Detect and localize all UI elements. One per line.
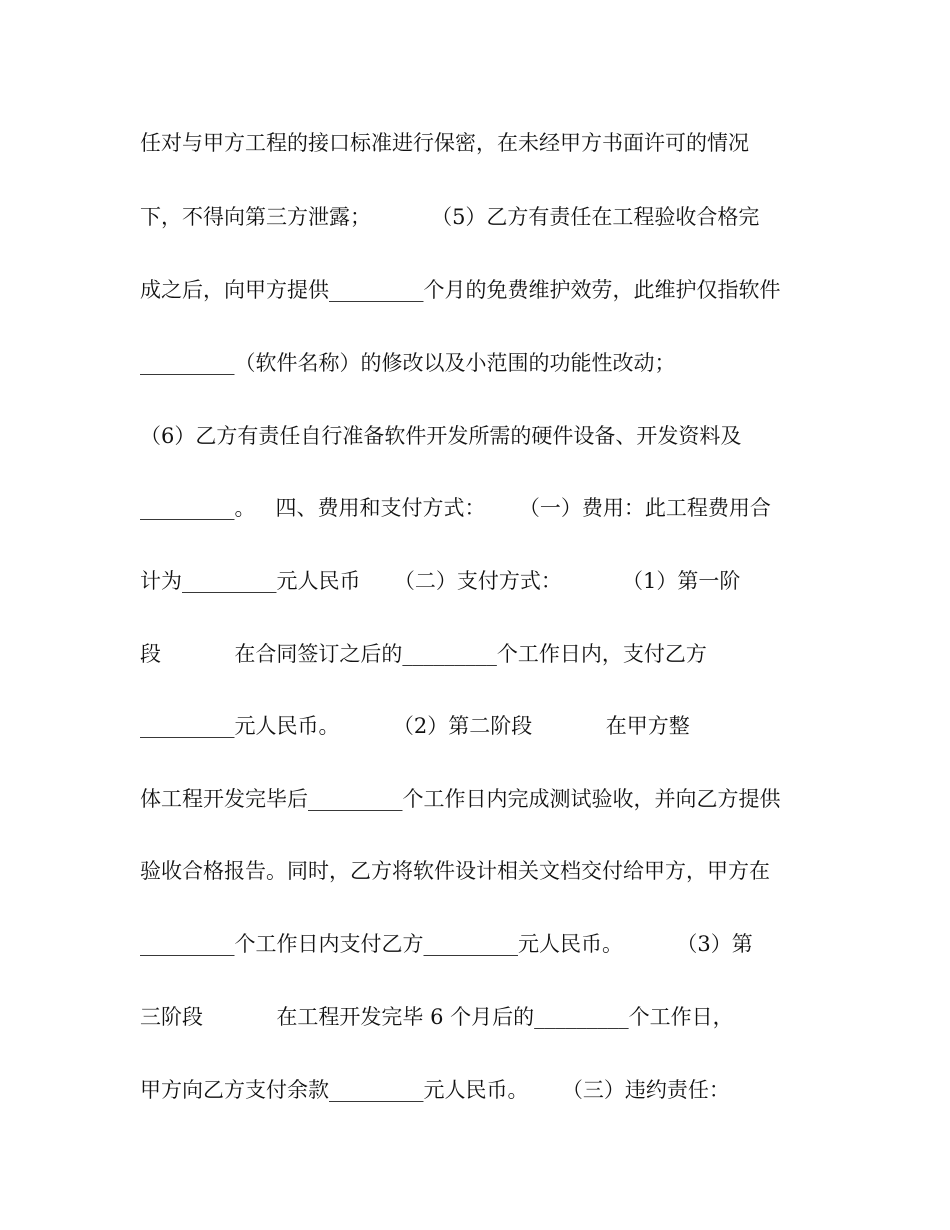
text-line-2: 下，不得向第三方泄露； （5）乙方有责任在工程验收合格完 [140, 205, 760, 229]
text-line-4: _________（软件名称）的修改以及小范围的功能性改动； [140, 351, 676, 375]
text-line-12: _________个工作日内支付乙方_________元人民币。 （3）第 [140, 932, 753, 956]
text-line-1: 任对与甲方工程的接口标准进行保密，在未经甲方书面许可的情况 [140, 131, 749, 155]
text-line-5: （6）乙方有责任自行准备软件开发所需的硬件设备、开发资料及 [140, 424, 742, 448]
text-line-7: 计为_________元人民币 （二）支付方式： （1）第一阶 [140, 569, 741, 593]
text-line-14: 甲方向乙方支付余款_________元人民币。 （三）违约责任： [140, 1078, 730, 1102]
text-line-9: _________元人民币。 （2）第二阶段 在甲方整 [140, 714, 690, 738]
text-line-8: 段 在合同签订之后的_________个工作日内，支付乙方 [140, 642, 707, 666]
text-line-11: 验收合格报告。同时，乙方将软件设计相关文档交付给甲方，甲方在 [140, 859, 770, 883]
text-line-10: 体工程开发完毕后_________个工作日内完成测试验收，并向乙方提供 [140, 787, 781, 811]
text-line-6: _________。 四、费用和支付方式： （一）费用：此工程费用合 [140, 496, 771, 520]
text-line-13: 三阶段 在工程开发完毕 6 个月后的_________个工作日， [140, 1005, 734, 1029]
text-line-3: 成之后，向甲方提供_________个月的免费维护效劳，此维护仅指软件 [140, 278, 781, 302]
